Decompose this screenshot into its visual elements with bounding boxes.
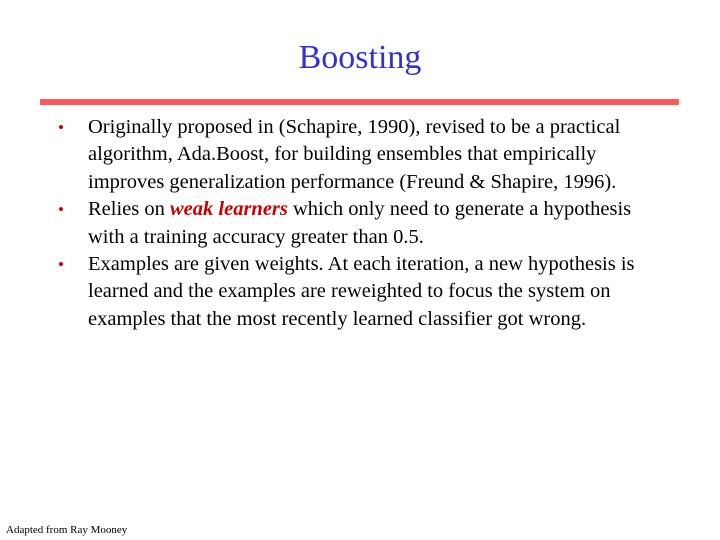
bullet-text-after: which only need to generate a hypothesis with a training accuracy greater than 0.5. bbox=[88, 198, 632, 248]
bullet-icon: • bbox=[58, 200, 64, 220]
bullet-item-3 bbox=[58, 251, 668, 333]
title-divider bbox=[40, 99, 679, 105]
bullet-text: Examples are given weights. At each iteration, a new hypothesis is learned and the examples are reweighted to focus the system on examples that the most recently learned classifier got wrong. bbox=[88, 253, 635, 330]
bullet-text-before: Relies on bbox=[88, 198, 170, 221]
bullet-text: Originally proposed in (Schapire, 1990), revised to be a practical algorithm, Ada.Boost, for building ensembles that empirically improves generalization performance (Freund & Shapire, 1996). bbox=[88, 116, 621, 193]
slide-title: Boosting bbox=[298, 39, 422, 76]
footer-credit: Adapted from Ray Mooney bbox=[6, 524, 128, 536]
bullet-list bbox=[58, 114, 668, 333]
bullet-item-2 bbox=[58, 196, 668, 251]
bullet-icon: • bbox=[58, 255, 64, 275]
bullet-emphasis: weak learners bbox=[170, 198, 288, 221]
bullet-icon: • bbox=[58, 118, 64, 137]
bullet-item-1 bbox=[58, 114, 668, 196]
